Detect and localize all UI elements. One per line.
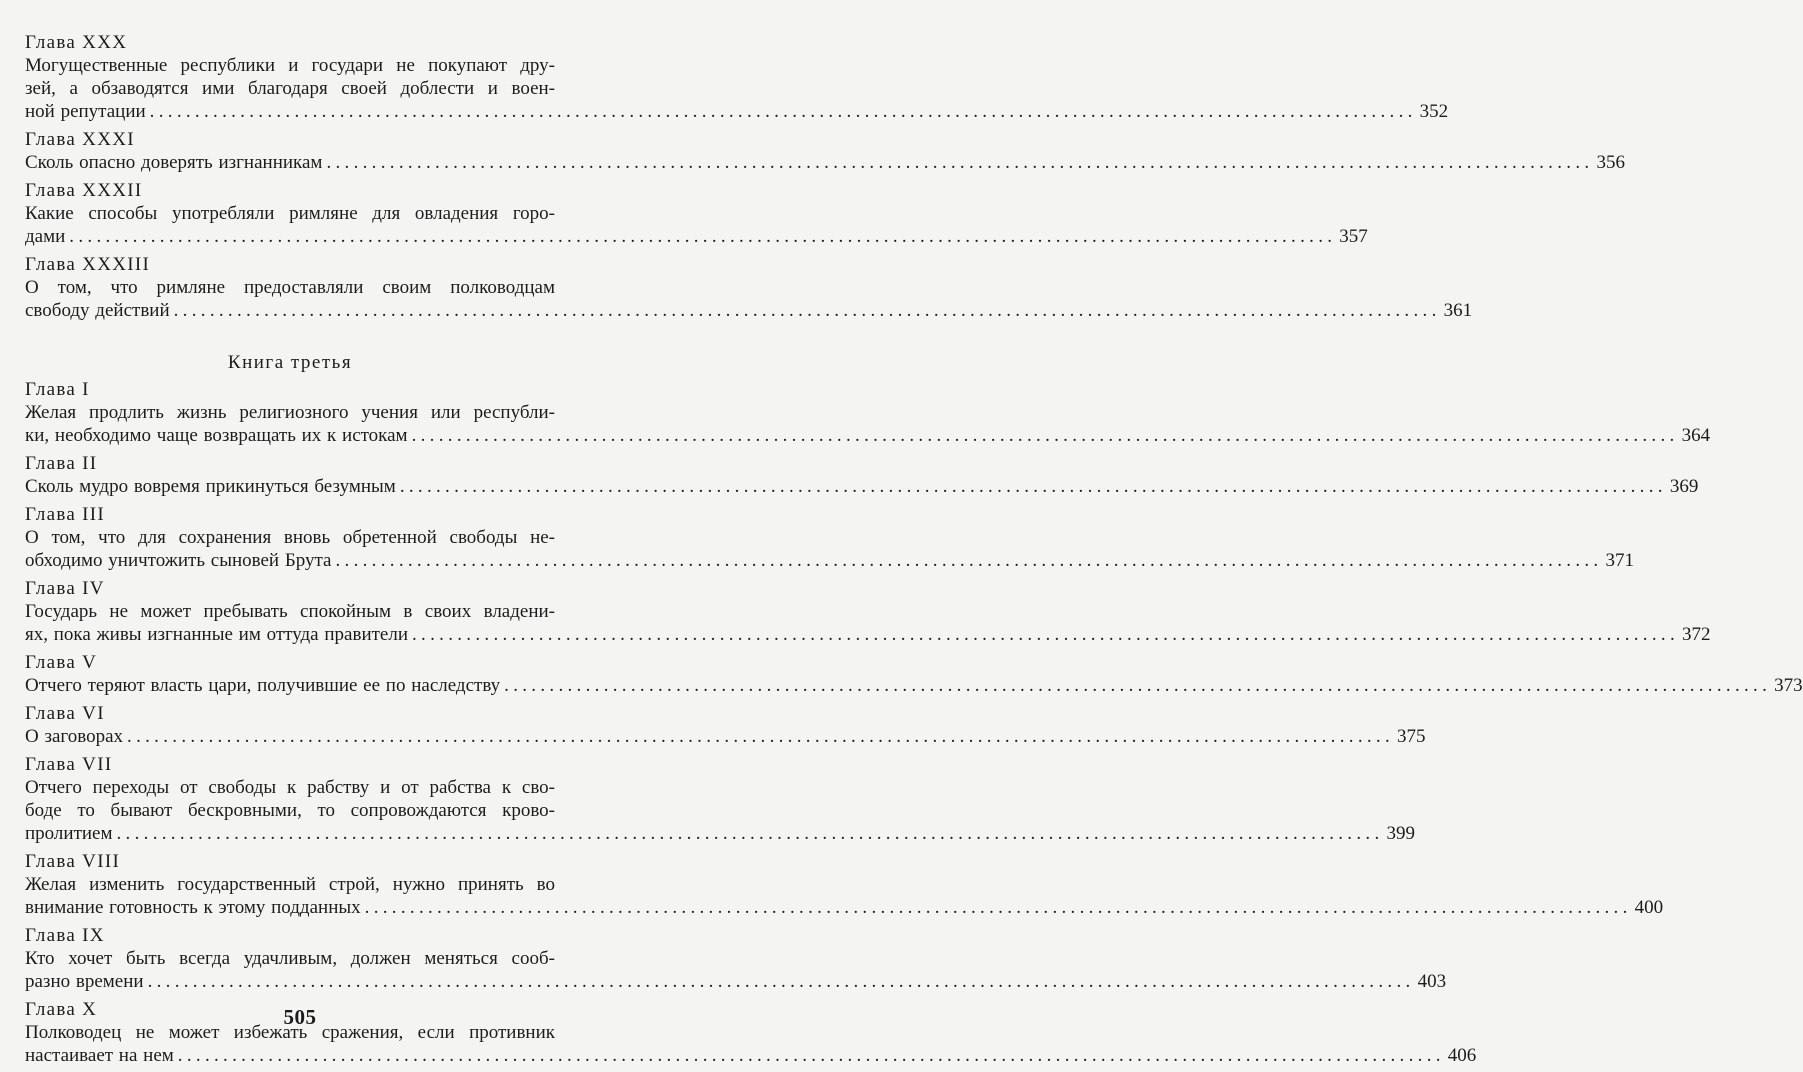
chapter-title-text: обходимо уничтожить сыновей Брута bbox=[25, 550, 332, 571]
chapter-title-line: О том, что римляне предоставляли своим полководцам bbox=[25, 277, 555, 298]
chapter-title-last-line bbox=[25, 549, 1634, 572]
chapter-title-text: пролитием bbox=[25, 823, 113, 844]
toc-entry bbox=[25, 503, 1634, 572]
toc-entry bbox=[25, 850, 1664, 919]
chapter-title-last-line bbox=[25, 896, 1664, 919]
toc-entry bbox=[25, 577, 1711, 646]
toc-entry bbox=[25, 253, 1473, 322]
chapter-title-line: зей, а обзаводятся ими благодаря своей доблести и воен- bbox=[25, 78, 555, 99]
chapter-title-last-line bbox=[25, 475, 1699, 498]
chapter-heading: Глава II bbox=[25, 453, 98, 474]
chapter-title-text: свободу действий bbox=[25, 300, 170, 321]
chapter-heading: Глава XXX bbox=[25, 32, 128, 53]
dot-leader: ............................................................................................................................................ bbox=[69, 226, 1337, 247]
chapter-title-line: Отчего переходы от свободы к рабству и от рабства к сво- bbox=[25, 777, 555, 798]
toc-page-number: 369 bbox=[1669, 476, 1699, 497]
toc-entry bbox=[25, 378, 1711, 447]
chapter-title-text: ях, пока живы изгнанные им оттуда правители bbox=[25, 624, 408, 645]
toc-entry bbox=[25, 651, 1803, 697]
chapter-heading: Глава I bbox=[25, 379, 90, 400]
toc-page-number: 357 bbox=[1339, 226, 1368, 247]
chapter-title-text: Сколь опасно доверять изгнанникам bbox=[25, 152, 323, 173]
chapter-title-line: Кто хочет быть всегда удачливым, должен меняться сооб- bbox=[25, 948, 555, 969]
toc-section-book-two bbox=[25, 31, 1625, 322]
chapter-title-text: ной репутации bbox=[25, 101, 146, 122]
toc-entry bbox=[25, 924, 1447, 993]
chapter-heading: Глава XXXI bbox=[25, 129, 135, 150]
book-title: Книга третья bbox=[227, 352, 353, 373]
chapter-title-last-line bbox=[25, 725, 1426, 748]
dot-leader: ............................................................................................................................................ bbox=[411, 425, 1679, 446]
toc-entry bbox=[25, 452, 1699, 498]
chapter-title-last-line bbox=[25, 623, 1711, 646]
dot-leader: ............................................................................................................................................ bbox=[412, 624, 1679, 645]
chapter-title-last-line bbox=[25, 674, 1803, 697]
toc-page-number: 406 bbox=[1447, 1045, 1477, 1066]
toc-page-number: 399 bbox=[1386, 823, 1415, 844]
chapter-heading: Глава VI bbox=[25, 703, 105, 724]
toc-page-number: 400 bbox=[1634, 897, 1664, 918]
chapter-heading: Глава VIII bbox=[25, 851, 121, 872]
chapter-title-last-line bbox=[25, 225, 1368, 248]
chapter-heading: Глава X bbox=[25, 999, 98, 1020]
chapter-heading: Глава IV bbox=[25, 578, 105, 599]
chapter-title-text: О заговорах bbox=[25, 726, 124, 747]
chapter-title-last-line bbox=[25, 822, 1415, 845]
toc-entry bbox=[25, 702, 1426, 748]
chapter-title-line: Полководец не может избежать сражения, если противник bbox=[25, 1022, 555, 1043]
dot-leader: ............................................................................................................................................ bbox=[173, 300, 1441, 321]
chapter-title-text: настаивает на нем bbox=[25, 1045, 174, 1066]
toc-page-number: 356 bbox=[1596, 152, 1625, 173]
dot-leader: ............................................................................................................................................ bbox=[326, 152, 1594, 173]
chapter-title-last-line bbox=[25, 970, 1447, 993]
dot-leader: ............................................................................................................................................ bbox=[127, 726, 1395, 747]
chapter-title-text: Сколь мудро вовремя прикинуться безумным bbox=[25, 476, 396, 497]
chapter-title-text: разно времени bbox=[25, 971, 144, 992]
toc-page-number: 372 bbox=[1682, 624, 1711, 645]
dot-leader: ............................................................................................................................................ bbox=[116, 823, 1384, 844]
chapter-heading: Глава III bbox=[25, 504, 106, 525]
toc-page-number: 364 bbox=[1681, 425, 1711, 446]
chapter-heading: Глава V bbox=[25, 652, 98, 673]
chapter-title-text: Отчего теряют власть цари, получившие ее по наследству bbox=[25, 675, 501, 696]
chapter-title-last-line bbox=[25, 151, 1625, 174]
toc-page-number: 352 bbox=[1419, 101, 1449, 122]
chapter-title-line: Желая продлить жизнь религиозного учения или республи- bbox=[25, 402, 555, 423]
chapter-title-last-line bbox=[25, 1044, 1477, 1067]
chapter-title-text: ки, необходимо чаще возвращать их к истокам bbox=[25, 425, 408, 446]
dot-leader: ............................................................................................................................................ bbox=[399, 476, 1667, 497]
chapter-heading: Глава XXXII bbox=[25, 180, 143, 201]
toc-page-number: 361 bbox=[1443, 300, 1473, 321]
chapter-heading: Глава XXXIII bbox=[25, 254, 151, 275]
dot-leader: ............................................................................................................................................ bbox=[177, 1045, 1445, 1066]
chapter-title-line: боде то бывают бескровными, то сопровождаются крово- bbox=[25, 800, 555, 821]
chapter-title-last-line bbox=[25, 100, 1449, 123]
toc-page-number: 373 bbox=[1774, 675, 1803, 696]
chapter-title-last-line bbox=[25, 424, 1711, 447]
chapter-title-line: Государь не может пребывать спокойным в своих владени- bbox=[25, 601, 555, 622]
chapter-title-line: Желая изменить государственный строй, нужно принять во bbox=[25, 874, 555, 895]
chapter-heading: Глава VII bbox=[25, 754, 113, 775]
toc-entry bbox=[25, 179, 1368, 248]
dot-leader: ............................................................................................................................................ bbox=[149, 101, 1417, 122]
dot-leader: ............................................................................................................................................ bbox=[335, 550, 1603, 571]
toc-entry bbox=[25, 753, 1415, 845]
toc-page-number: 375 bbox=[1397, 726, 1426, 747]
table-of-contents bbox=[25, 31, 1803, 1072]
chapter-title-line: Какие способы употребляли римляне для овладения горо- bbox=[25, 203, 555, 224]
toc-page-number: 371 bbox=[1605, 550, 1634, 571]
dot-leader: ............................................................................................................................................ bbox=[147, 971, 1415, 992]
toc-section-book-three bbox=[25, 378, 1803, 1067]
dot-leader: ............................................................................................................................................ bbox=[364, 897, 1632, 918]
chapter-title-last-line bbox=[25, 299, 1473, 322]
page-number: 505 bbox=[283, 1005, 317, 1029]
toc-entry bbox=[25, 31, 1449, 123]
chapter-title-text: дами bbox=[25, 226, 66, 247]
dot-leader: ............................................................................................................................................ bbox=[504, 675, 1772, 696]
chapter-heading: Глава IX bbox=[25, 925, 105, 946]
chapter-title-text: внимание готовность к этому подданных bbox=[25, 897, 361, 918]
chapter-title-line: О том, что для сохранения вновь обретенной свободы не- bbox=[25, 527, 555, 548]
toc-page-number: 403 bbox=[1417, 971, 1447, 992]
chapter-title-line: Могущественные республики и государи не покупают дру- bbox=[25, 55, 555, 76]
toc-entry bbox=[25, 128, 1625, 174]
